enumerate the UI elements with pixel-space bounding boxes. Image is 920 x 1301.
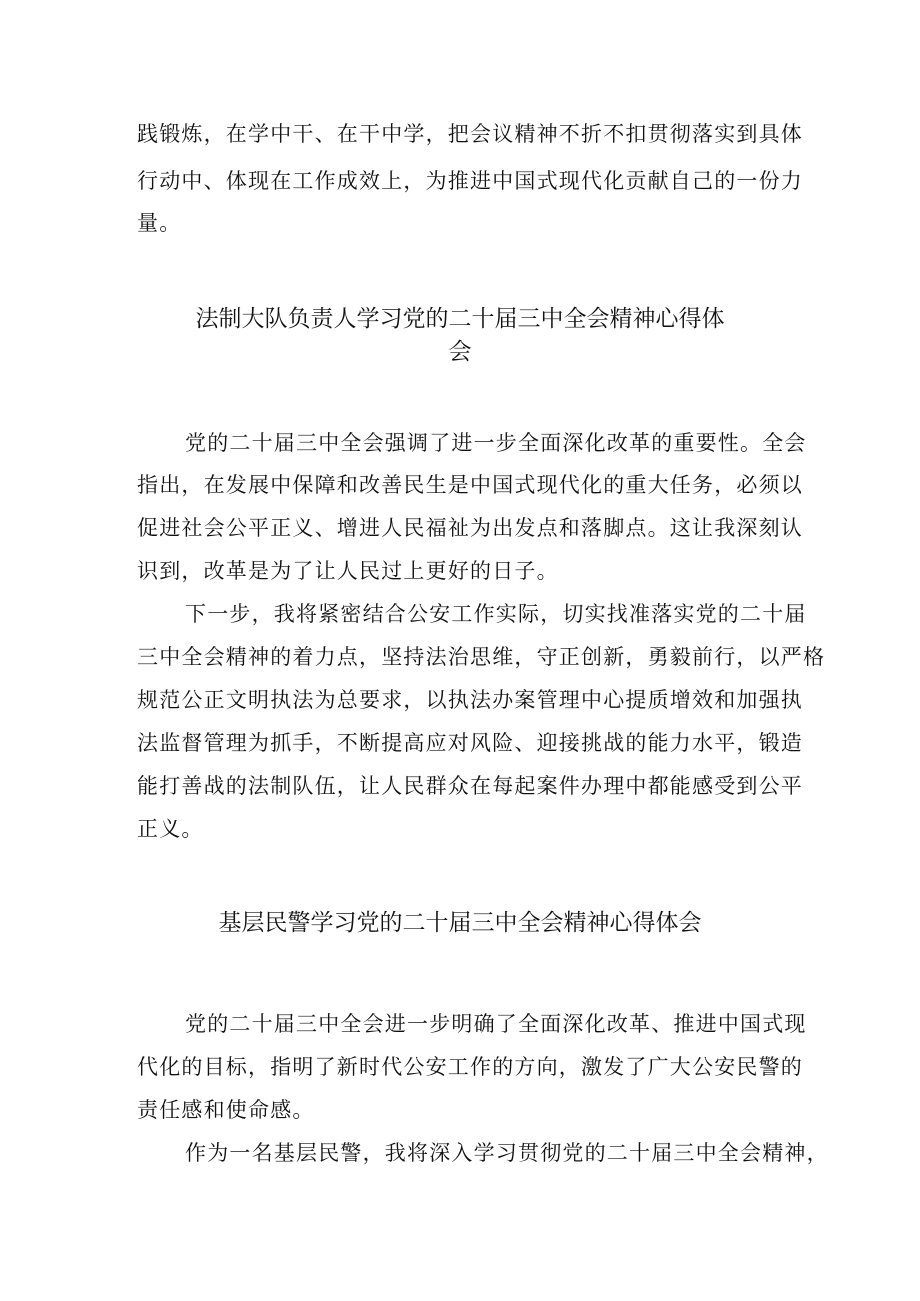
section2-p1-line-3: 责任感和使命感。 — [137, 1098, 315, 1122]
intro-line-2: 行动中、体现在工作成效上，为推进中国式现代化贡献自己的一份力 — [137, 169, 803, 193]
section1-title-line-2: 会 — [448, 339, 472, 365]
section2-p1-line-2: 代化的目标，指明了新时代公安工作的方向，激发了广大公安民警的 — [137, 1055, 803, 1079]
section1-p2-line-2: 三中全会精神的着力点，坚持法治思维，守正创新，勇毅前行，以严格 — [137, 645, 826, 669]
section1-p1-line-2: 指出，在发展中保障和改善民生是中国式现代化的重大任务，必须以 — [137, 473, 803, 497]
intro-line-1: 践锻炼，在学中干、在干中学，把会议精神不折不扣贯彻落实到具体 — [137, 122, 803, 146]
section2-p1-line-1: 党的二十届三中全会进一步明确了全面深化改革、推进中国式现 — [185, 1012, 807, 1036]
section1-p2-line-1: 下一步，我将紧密结合公安工作实际，切实找准落实党的二十届 — [185, 602, 807, 626]
section1-p1-line-1: 党的二十届三中全会强调了进一步全面深化改革的重要性。全会 — [185, 431, 807, 455]
intro-line-3: 量。 — [137, 211, 182, 235]
section1-p2-line-5: 能打善战的法制队伍，让人民群众在每起案件办理中都能感受到公平 — [137, 774, 803, 798]
section1-p2-line-3: 规范公正文明执法为总要求，以执法办案管理中心提质增效和加强执 — [137, 688, 803, 712]
section1-p1-line-3: 促进社会公平正义、增进人民福祉为出发点和落脚点。这让我深刻认 — [137, 516, 803, 540]
section1-p2-line-4: 法监督管理为抓手，不断提高应对风险、迎接挑战的能力水平，锻造 — [137, 731, 803, 755]
section2-p2-line-1: 作为一名基层民警，我将深入学习贯彻党的二十届三中全会精神， — [185, 1141, 829, 1165]
section2-title: 基层民警学习党的二十届三中全会精神心得体会 — [218, 910, 702, 936]
section1-p2-line-6: 正义。 — [137, 817, 204, 841]
section1-title-line-1: 法制大队负责人学习党的二十届三中全会精神心得体 — [195, 306, 725, 332]
section1-p1-line-4: 识到，改革是为了让人民过上更好的日子。 — [137, 559, 559, 583]
